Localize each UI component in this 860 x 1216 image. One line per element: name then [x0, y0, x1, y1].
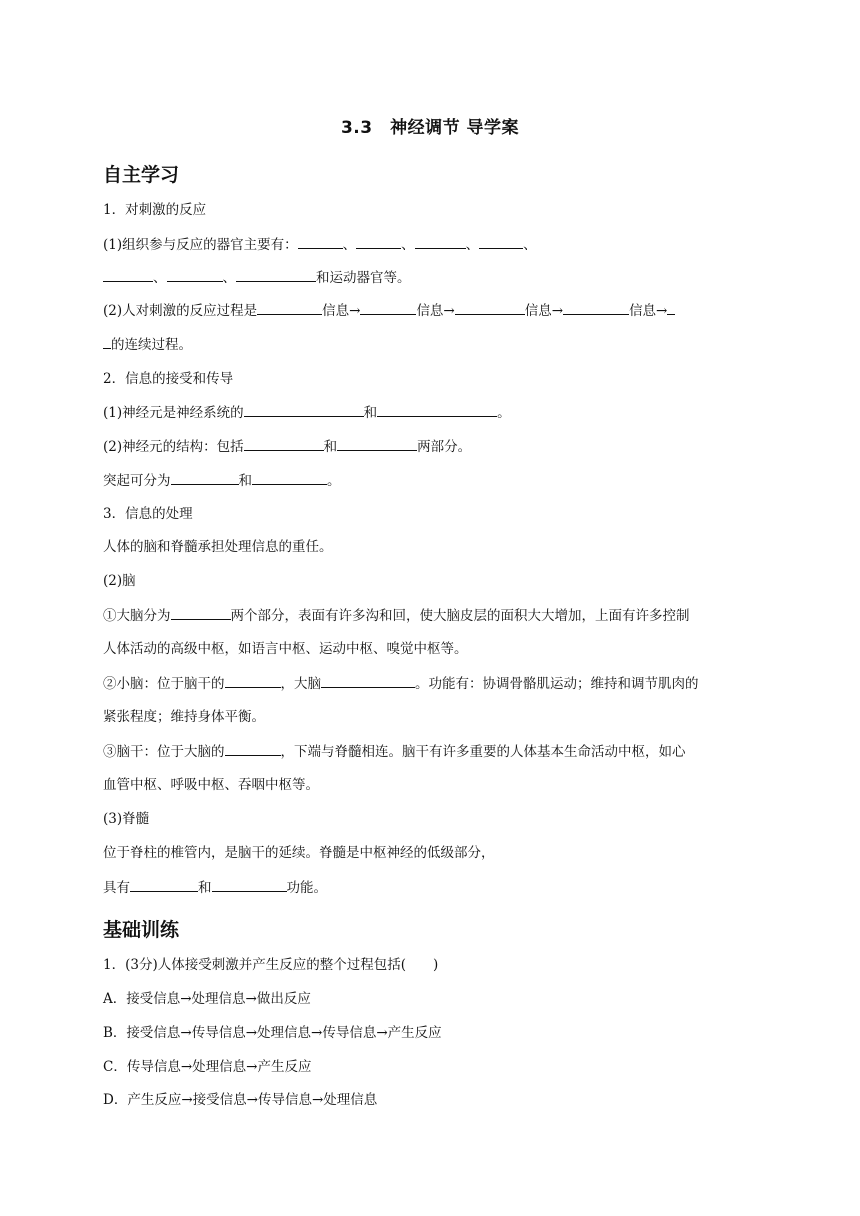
info-arrow: 信息→	[524, 303, 564, 319]
option-c[interactable]: C．传导信息→处理信息→产生反应	[103, 1059, 312, 1075]
answer-blank[interactable]	[244, 402, 364, 417]
brainstem-line2: 血管中枢、呼吸中枢、吞咽中枢等。	[103, 777, 319, 793]
cerebrum-text-b: 两个部分，表面有许多沟和回，使大脑皮层的面积大大增加，上面有许多控制	[230, 608, 690, 624]
spinal-line2	[103, 877, 327, 898]
separator: 、	[222, 270, 236, 286]
option-b[interactable]: B．接受信息→传导信息→处理信息→传导信息→产生反应	[103, 1025, 442, 1041]
answer-blank[interactable]	[356, 234, 401, 249]
q3-heading: 3．信息的处理	[103, 506, 193, 522]
answer-blank[interactable]	[225, 673, 281, 688]
q2-part1-text: (1)神经元是神经系统的	[103, 405, 244, 421]
answer-blank[interactable]	[298, 234, 343, 249]
answer-blank[interactable]	[257, 300, 322, 315]
info-arrow: 信息→	[322, 303, 361, 319]
spinal-heading: (3)脊髓	[103, 811, 150, 827]
q2-part1	[103, 402, 511, 423]
period-text: 。	[497, 405, 511, 421]
answer-blank[interactable]	[171, 605, 231, 620]
spinal-line1: 位于脊柱的椎管内，是脑干的延续。脊髓是中枢神经的低级部分，	[103, 845, 495, 861]
cerebellum-text-a: ②小脑：位于脑干的	[103, 676, 225, 692]
cerebellum-line2: 紧张程度；维持身体平衡。	[103, 709, 265, 725]
q1-part1-tail: 和运动器官等。	[316, 270, 411, 286]
answer-blank[interactable]	[252, 470, 327, 485]
answer-blank[interactable]	[667, 300, 675, 315]
info-arrow: 信息→	[629, 303, 668, 319]
q1-part2-text: (2)人对刺激的反应过程是	[103, 303, 258, 319]
answer-blank[interactable]	[103, 267, 153, 282]
brain-heading: (2)脑	[103, 573, 136, 589]
answer-blank[interactable]	[212, 877, 287, 892]
answer-blank[interactable]	[171, 470, 239, 485]
q2-part2-tail: 两部分。	[417, 439, 472, 455]
q1-part1-line1	[103, 234, 537, 255]
cerebellum-text-c: 。功能有：协调骨骼肌运动；维持和调节肌肉的	[415, 676, 699, 692]
q3-intro: 人体的脑和脊髓承担处理信息的重任。	[103, 539, 333, 555]
separator: 、	[401, 237, 415, 253]
option-a[interactable]: A．接受信息→处理信息→做出反应	[103, 991, 311, 1007]
q1-part1-line2	[103, 267, 411, 288]
answer-blank[interactable]	[455, 300, 525, 315]
answer-blank[interactable]	[130, 877, 198, 892]
question-1: 1．(3分)人体接受刺激并产生反应的整个过程包括( )	[103, 957, 439, 973]
info-arrow: 信息→	[416, 303, 455, 319]
q1-part1-text: (1)组织参与反应的器官主要有：	[103, 237, 298, 253]
separator: 、	[523, 237, 537, 253]
q2-heading: 2．信息的接受和传导	[103, 371, 234, 387]
q1-part2-tail: 的连续过程。	[111, 337, 192, 353]
cerebellum-line1	[103, 673, 699, 694]
option-d[interactable]: D．产生反应→接受信息→传导信息→处理信息	[103, 1092, 378, 1108]
answer-blank[interactable]	[479, 234, 523, 249]
answer-blank[interactable]	[225, 741, 281, 756]
q2-part2-text: (2)神经元的结构：包括	[103, 439, 244, 455]
and-text: 和	[363, 405, 378, 421]
answer-blank[interactable]	[563, 300, 629, 315]
period-text: 。	[327, 473, 341, 489]
cerebellum-text-b: ，大脑	[280, 676, 321, 692]
section-heading-self-study: 自主学习	[103, 164, 180, 186]
q2-part2	[103, 436, 471, 457]
answer-blank[interactable]	[244, 436, 324, 451]
cerebrum-line1	[103, 605, 690, 626]
brainstem-text-a: ③脑干：位于大脑的	[103, 744, 225, 760]
cerebrum-text-a: ①大脑分为	[103, 608, 171, 624]
answer-blank[interactable]	[415, 234, 466, 249]
separator: 、	[342, 237, 357, 253]
cerebrum-line2: 人体活动的高级中枢，如语言中枢、运动中枢、嗅觉中枢等。	[103, 641, 468, 657]
brainstem-text-b: ，下端与脊髓相连。脑干有许多重要的人体基本生命活动中枢，如心	[280, 744, 686, 760]
and-text: 和	[323, 439, 338, 455]
answer-blank[interactable]	[103, 334, 111, 349]
brainstem-line1	[103, 741, 686, 762]
answer-blank[interactable]	[236, 267, 316, 282]
q2-part3-text: 突起可分为	[103, 473, 171, 489]
q2-part3	[103, 470, 341, 491]
section-heading-basic-training: 基础训练	[103, 919, 180, 941]
separator: 、	[153, 270, 167, 286]
answer-blank[interactable]	[337, 436, 417, 451]
q1-part2-line2	[103, 334, 192, 355]
answer-blank[interactable]	[167, 267, 223, 282]
answer-blank[interactable]	[321, 673, 415, 688]
spinal-text-b: 具有	[103, 880, 130, 896]
q1-heading: 1．对刺激的反应	[103, 202, 207, 218]
spinal-text-c: 功能。	[286, 880, 327, 896]
page-title: 3.3 神经调节 导学案	[340, 118, 520, 138]
answer-blank[interactable]	[377, 402, 497, 417]
separator: 、	[465, 237, 480, 253]
answer-blank[interactable]	[360, 300, 416, 315]
and-text: 和	[198, 880, 212, 896]
and-text: 和	[238, 473, 252, 489]
q1-part2-line1	[103, 300, 675, 321]
